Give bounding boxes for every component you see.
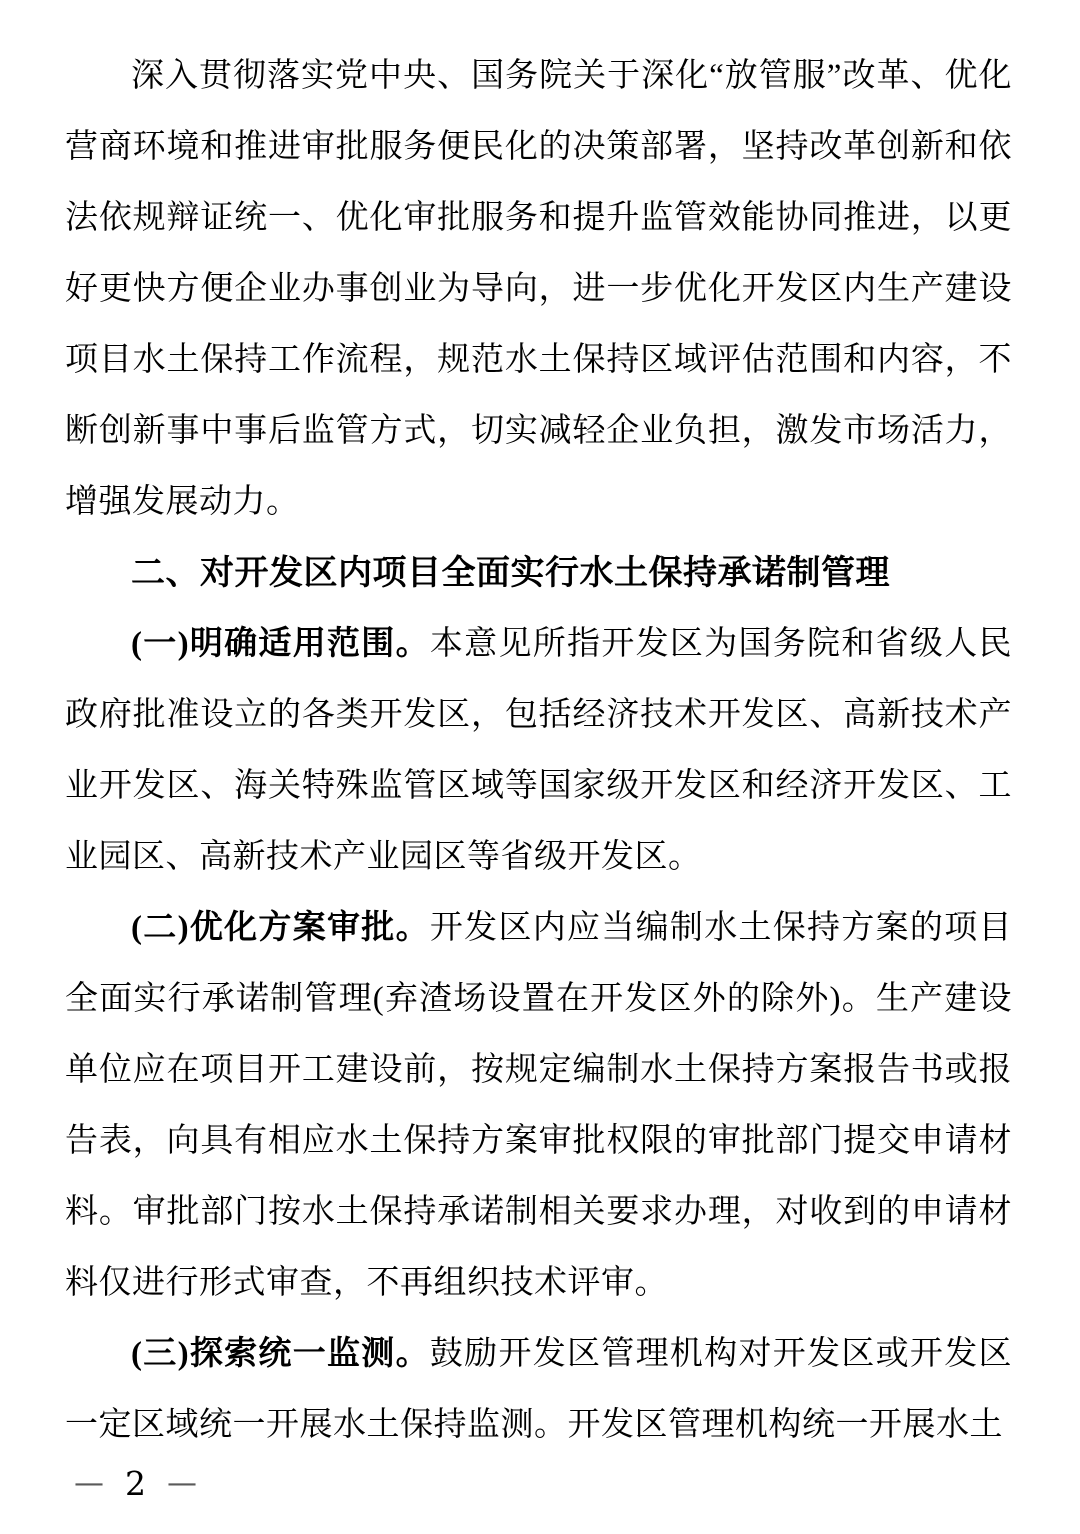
document-body [65, 41, 1012, 1461]
clause-2-text: 开发区内应当编制水土保持方案的项目全面实行承诺制管理(弃渣场设置在开发区外的除外)。生产建设单位应在项目开工建设前，按规定编制水土保持方案报告书或报告表，向具有相应水土保持方案审批权限的审批部门提交申请材料。审批部门按水土保持承诺制相关要求办理，对收到的申请材料仅进行形式审查，不再组织技术评审。 [65, 910, 1012, 1301]
clause-3-lead: (三)探索统一监测。 [131, 1336, 430, 1372]
section-heading: 二、对开发区内项目全面实行水土保持承诺制管理 [131, 554, 890, 592]
clause-2-lead: (二)优化方案审批。 [131, 910, 430, 946]
clause-paragraph-3 [65, 1319, 1012, 1461]
clause-1-lead: (一)明确适用范围。 [131, 626, 430, 662]
page-number: 2 [125, 1464, 146, 1503]
page-footer [74, 1462, 197, 1506]
intro-paragraph: 深入贯彻落实党中央、国务院关于深化“放管服”改革、优化营商环境和推进审批服务便民化的决策部署，坚持改革创新和依法依规辩证统一、优化审批服务和提升监管效能协同推进，以更好更快方便企业办事创业为导向，进一步优化开发区内生产建设项目水土保持工作流程，规范水土保持区域评估范围和内容，不断创新事中事后监管方式，切实减轻企业负担，激发市场活力，增强发展动力。 [65, 58, 1012, 520]
clause-3-text: 鼓励开发区管理机构对开发区或开发区一定区域统一开展水土保持监测。开发区管理机构统一开展水土 [65, 1336, 1012, 1443]
clause-paragraph-1 [65, 609, 1012, 893]
clause-paragraph-2 [65, 893, 1012, 1319]
clause-1-text: 本意见所指开发区为国务院和省级人民政府批准设立的各类开发区，包括经济技术开发区、高新技术产业开发区、海关特殊监管区域等国家级开发区和经济开发区、工业园区、高新技术产业园区等省级开发区。 [65, 626, 1012, 875]
footer-dash-right: — [167, 1466, 197, 1501]
footer-dash-left: — [74, 1466, 104, 1501]
